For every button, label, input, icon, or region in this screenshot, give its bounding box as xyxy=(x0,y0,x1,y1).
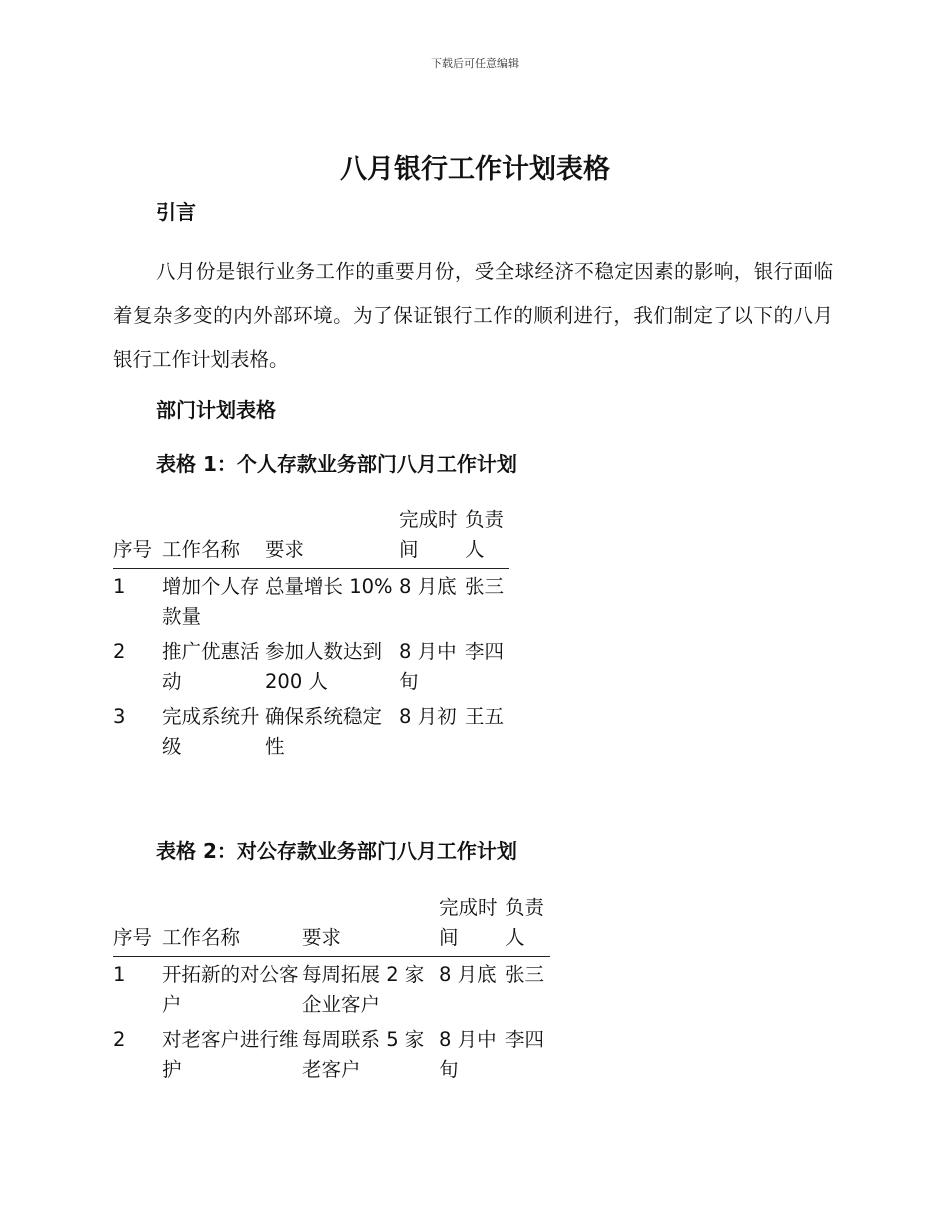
corporate-deposit-plan-table xyxy=(113,893,550,1085)
header-completion-time: 完成时间 xyxy=(439,893,505,957)
table1-caption: 表格 1：个人存款业务部门八月工作计划 xyxy=(156,452,517,476)
header-requirement: 要求 xyxy=(302,893,439,957)
cell-owner: 张三 xyxy=(465,575,505,598)
cell-requirement: 参加人数达到 200 人 xyxy=(265,640,383,693)
cell-owner: 张三 xyxy=(505,963,545,986)
department-plan-heading: 部门计划表格 xyxy=(156,398,276,422)
table-row xyxy=(113,632,509,697)
cell-serial: 2 xyxy=(113,1028,126,1051)
header-serial: 序号 xyxy=(113,505,162,569)
intro-paragraph: 八月份是银行业务工作的重要月份，受全球经济不稳定因素的影响，银行面临着复杂多变的内外部环境。为了保证银行工作的顺利进行，我们制定了以下的八月银行工作计划表格。 xyxy=(113,260,833,371)
table-row xyxy=(113,957,550,1021)
personal-deposit-plan-table xyxy=(113,505,509,762)
page-header-note: 下载后可任意编辑 xyxy=(431,57,519,70)
header-completion-time: 完成时间 xyxy=(399,505,465,569)
table-row xyxy=(113,569,509,633)
cell-completion-time: 8 月底 xyxy=(399,575,457,598)
header-task-name: 工作名称 xyxy=(162,505,265,569)
cell-task-name: 增加个人存款量 xyxy=(162,575,260,628)
cell-serial: 1 xyxy=(113,963,126,986)
table-row xyxy=(113,697,509,762)
cell-completion-time: 8 月底 xyxy=(439,963,497,986)
cell-serial: 1 xyxy=(113,575,126,598)
cell-serial: 2 xyxy=(113,640,126,663)
cell-task-name: 完成系统升级 xyxy=(162,705,260,758)
header-serial: 序号 xyxy=(113,893,162,957)
cell-completion-time: 8 月中旬 xyxy=(439,1028,497,1081)
cell-task-name: 开拓新的对公客户 xyxy=(162,963,299,1016)
document-title: 八月银行工作计划表格 xyxy=(340,154,610,185)
table-row xyxy=(113,1020,550,1085)
cell-serial: 3 xyxy=(113,705,126,728)
header-owner: 负责人 xyxy=(505,893,550,957)
header-task-name: 工作名称 xyxy=(162,893,302,957)
cell-requirement: 每周拓展 2 家企业客户 xyxy=(302,963,425,1016)
cell-requirement: 确保系统稳定性 xyxy=(265,705,383,758)
cell-task-name: 推广优惠活动 xyxy=(162,640,260,693)
cell-requirement: 总量增长 10% xyxy=(265,575,393,598)
table-header-row xyxy=(113,893,550,957)
table-header-row xyxy=(113,505,509,569)
header-owner: 负责人 xyxy=(465,505,509,569)
intro-heading: 引言 xyxy=(156,200,196,224)
cell-completion-time: 8 月中旬 xyxy=(399,640,457,693)
cell-task-name: 对老客户进行维护 xyxy=(162,1028,299,1081)
cell-owner: 李四 xyxy=(465,640,505,663)
header-requirement: 要求 xyxy=(265,505,399,569)
cell-owner: 李四 xyxy=(505,1028,545,1051)
cell-owner: 王五 xyxy=(465,705,505,728)
cell-completion-time: 8 月初 xyxy=(399,705,457,728)
cell-requirement: 每周联系 5 家老客户 xyxy=(302,1028,425,1081)
table2-caption: 表格 2：对公存款业务部门八月工作计划 xyxy=(156,839,517,863)
